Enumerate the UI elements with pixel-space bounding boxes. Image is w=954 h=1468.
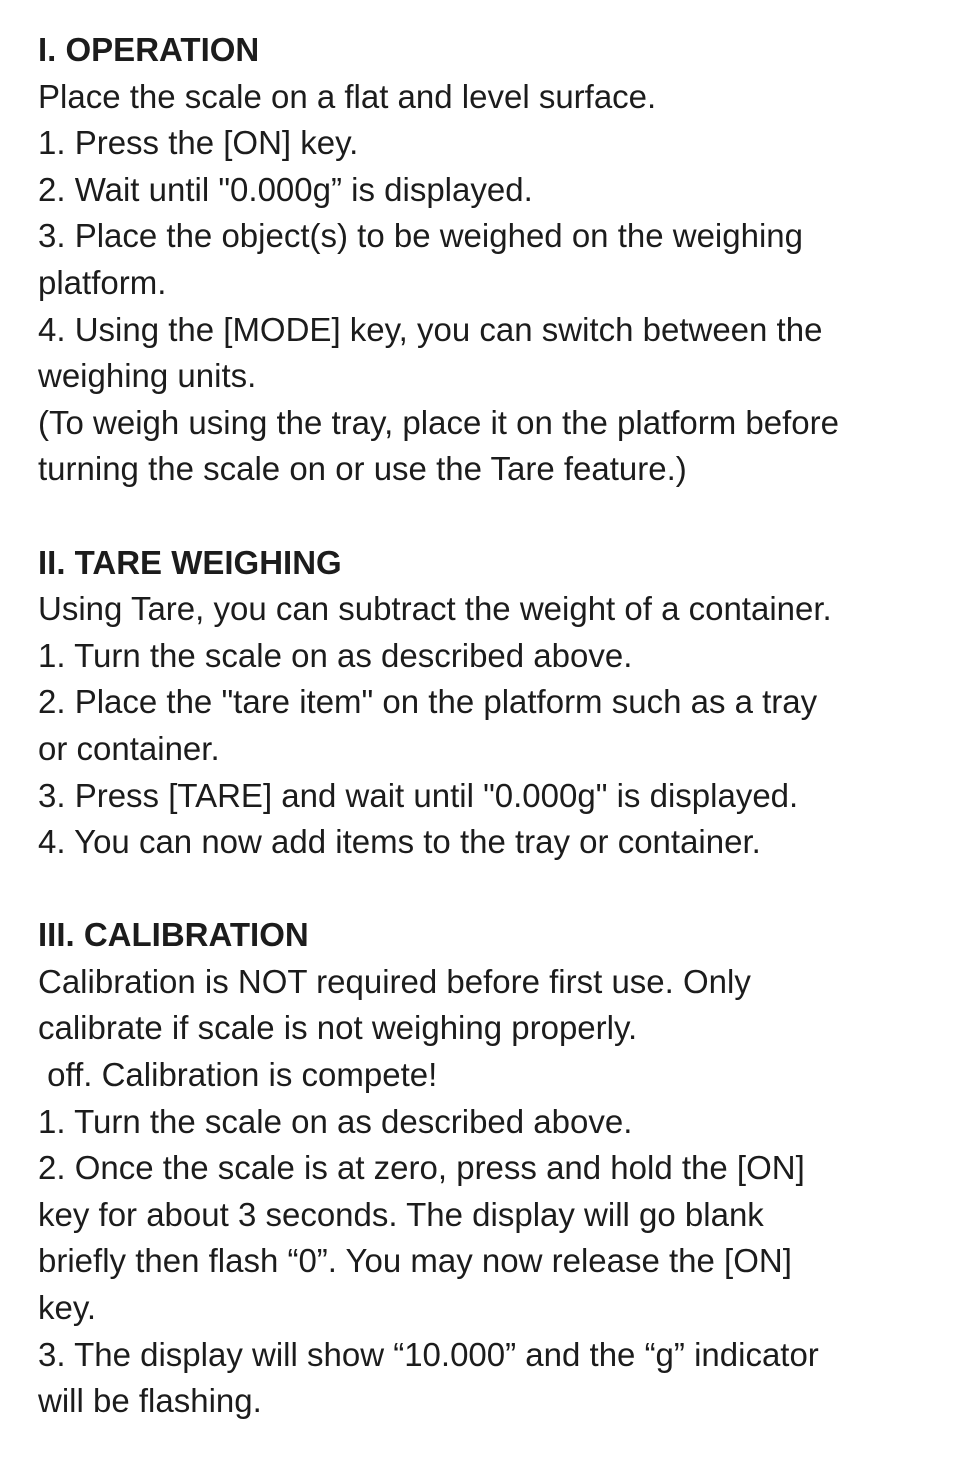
section-heading: I. OPERATION (38, 31, 260, 68)
text-line: 1. Turn the scale on as described above. (38, 1102, 633, 1140)
section-operation (38, 27, 938, 493)
text-line: weighing units. (38, 357, 257, 395)
text-line: 3. The display will show “10.000” and the “g” indicator (38, 1335, 819, 1373)
text-line: 3. Press [TARE] and wait until "0.000g" is displayed. (38, 776, 799, 814)
section-calibration (38, 912, 938, 1425)
text-line: (To weigh using the tray, place it on the platform before (38, 403, 839, 441)
text-line: 4. Using the [MODE] key, you can switch between the (38, 310, 823, 348)
text-line: Using Tare, you can subtract the weight of a container. (38, 590, 832, 628)
text-line: Place the scale on a flat and level surface. (38, 77, 657, 115)
text-line: 2. Place the "tare item" on the platform such as a tray (38, 683, 818, 721)
section-heading: III. CALIBRATION (38, 916, 309, 954)
text-line: will be flashing. (38, 1382, 262, 1420)
text-line: 2. Once the scale is at zero, press and hold the [ON] (38, 1149, 805, 1187)
text-line: off. Calibration is compete! (38, 1056, 438, 1094)
text-line: 2. Wait until "0.000g” is displayed. (38, 170, 533, 208)
text-line: turning the scale on or use the Tare feature.) (38, 450, 687, 488)
text-line: briefly then flash “0”. You may now release the [ON] (38, 1242, 792, 1280)
text-line: 4. You can now add items to the tray or container. (38, 823, 761, 861)
text-line: Calibration is NOT required before first use. Only (38, 962, 751, 1000)
text-line: key. (38, 1289, 97, 1327)
text-line: platform. (38, 263, 167, 301)
text-line: 1. Press the [ON] key. (38, 124, 359, 162)
text-line: 3. Place the object(s) to be weighed on the weighing (38, 217, 803, 255)
text-line: calibrate if scale is not weighing properly. (38, 1009, 638, 1047)
text-line: 1. Turn the scale on as described above. (38, 636, 633, 674)
text-line: key for about 3 seconds. The display will go blank (38, 1195, 764, 1233)
instruction-document (38, 27, 938, 1425)
section-heading: II. TARE WEIGHING (38, 543, 342, 581)
section-tare-weighing (38, 540, 938, 866)
text-line: or container. (38, 729, 220, 767)
